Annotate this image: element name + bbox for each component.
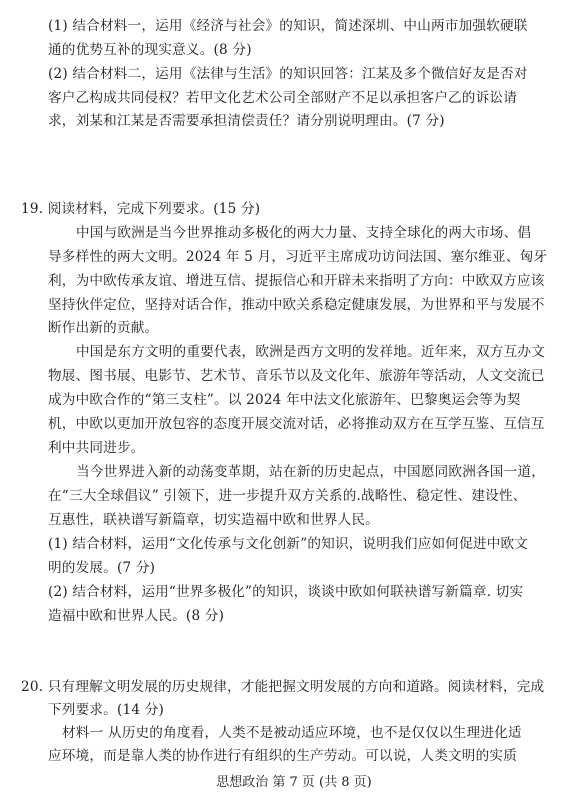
q20-material1-line-1: 材料一 从历史的角度看，人类不是被动适应环境，也不是仅仅以生理进化适 [62,725,522,741]
q20-heading-line-2: 下列要求。(14 分) [48,702,164,718]
q18-part2-line-1: (2) 结合材料二，运用《法律与生活》的知识回答：江某及多个微信好友是否对 [48,66,528,82]
q19-para1-line-3: 利，为中欧传承友谊、增进互信、提振信心和开辟未来指明了方向：中欧双方应该 [48,273,545,289]
q19-part1-line-2: 明的发展。(7 分) [48,560,156,576]
q19-para2-line-4: 机，中欧以更加开放包容的态度开展交流对话，必将推动双方在互学互鉴、互信互 [48,416,545,432]
q19-part1-line-1: (1) 结合材料，运用“文化传承与文化创新”的知识，说明我们应如何促进中欧文 [48,536,529,552]
q19-para2-line-5: 利中共同进步。 [48,440,145,456]
q19-para2-line-1: 中国是东方文明的重要代表，欧洲是西方文明的发祥地。近年来，双方互办文 [76,344,545,360]
q18-part1-line-2: 通的优势互补的现实意义。(8 分) [48,42,252,58]
q19-para1-line-1: 中国与欧洲是当今世界推动多极化的两大力量、支持全球化的两大市场、倡 [76,225,532,241]
q18-part1-line-1: (1) 结合材料一，运用《经济与社会》的知识，简述深圳、中山两市加强软硬联 [48,18,528,34]
q19-part2-line-2: 造福中欧和世界人民。(8 分) [48,608,225,624]
q19-para1-line-2: 导多样性的两大文明。2024 年 5 月，习近平主席成功访问法国、塞尔维亚、匈牙 [48,249,548,265]
q18-part2-line-2: 客户乙构成共同侵权？若甲文化艺术公司全部财产不足以承担客户乙的诉讼请 [48,90,517,106]
page-footer: 思想政治 第 7 页 (共 8 页) [216,775,372,790]
q19-part2-line-1: (2) 结合材料，运用“世界多极化”的知识，谈谈中欧如何联袂谱写新篇章. 切实 [48,584,524,600]
q20-heading-line-1: 20. 只有理解文明发展的历史规律，才能把握文明发展的方向和道路。阅读材料，完成 [21,679,545,695]
q20-material1-line-2: 应环境，而是靠人类的协作进行有组织的生产劳动。可以说，人类文明的实质 [48,748,517,764]
q19-para3-line-3: 互惠性，联袂谱写新篇章，切实造福中欧和世界人民。 [48,512,380,528]
q19-para2-line-3: 成为中欧合作的“第三支柱”。以 2024 年中法文化旅游年、巴黎奥运会等为契 [48,392,521,408]
q19-para3-line-1: 当今世界进入新的动荡变革期，站在新的历史起点，中国愿同欧洲各国一道， [76,464,545,480]
q19-heading: 19. 阅读材料，完成下列要求。(15 分) [21,201,261,217]
q19-para1-line-5: 断作出新的贡献。 [48,320,159,336]
q19-para1-line-4: 坚持伙伴定位，坚持对话合作，推动中欧关系稳定健康发展，为世界和平与发展不 [48,297,545,313]
q19-para3-line-2: 在“三大全球倡议” 引领下，进一步提升双方关系的.战略性、稳定性、建设性、 [48,488,527,504]
q19-para2-line-2: 物展、图书展、电影节、艺术节、音乐节以及文化年、旅游年等活动，人文交流已 [48,368,545,384]
q18-part2-line-3: 求，刘某和江某是否需要承担清偿责任？请分别说明理由。(7 分) [48,113,445,129]
